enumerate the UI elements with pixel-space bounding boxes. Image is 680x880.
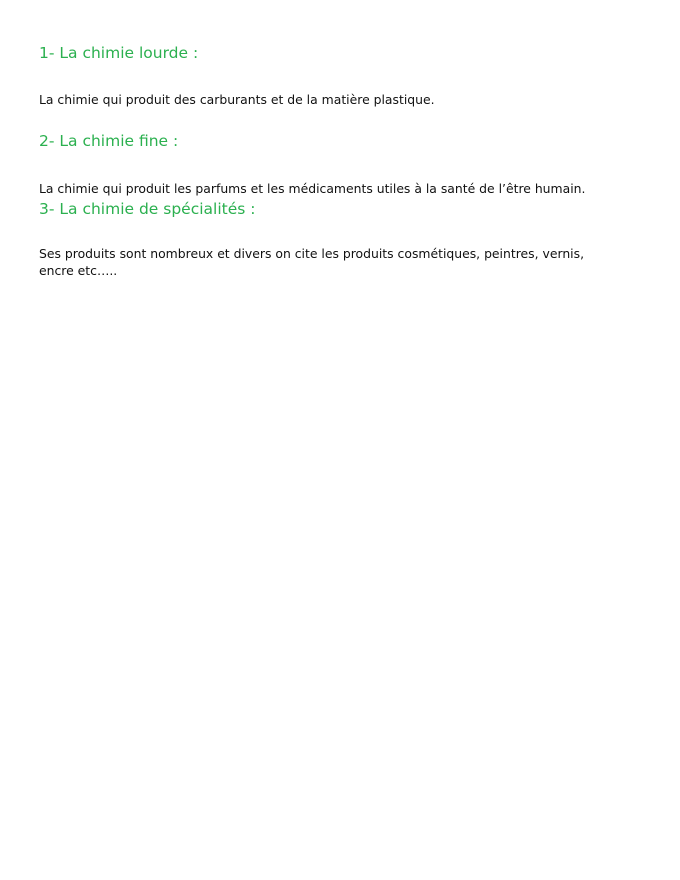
section-text-chimie-specialites — [39, 245, 639, 279]
section-heading-chimie-fine: 2- La chimie fine : — [39, 132, 179, 150]
section-text-line: encre etc….. — [39, 263, 118, 278]
section-text-line: Ses produits sont nombreux et divers on cite les produits cosmétiques, peintres, vernis, — [39, 246, 585, 261]
section-heading-chimie-lourde: 1- La chimie lourde : — [39, 44, 199, 62]
section-text-chimie-fine: La chimie qui produit les parfums et les médicaments utiles à la santé de l’être humain. — [39, 181, 586, 196]
section-text-chimie-lourde: La chimie qui produit des carburants et de la matière plastique. — [39, 92, 435, 107]
section-heading-chimie-specialites: 3- La chimie de spécialités : — [39, 200, 256, 218]
